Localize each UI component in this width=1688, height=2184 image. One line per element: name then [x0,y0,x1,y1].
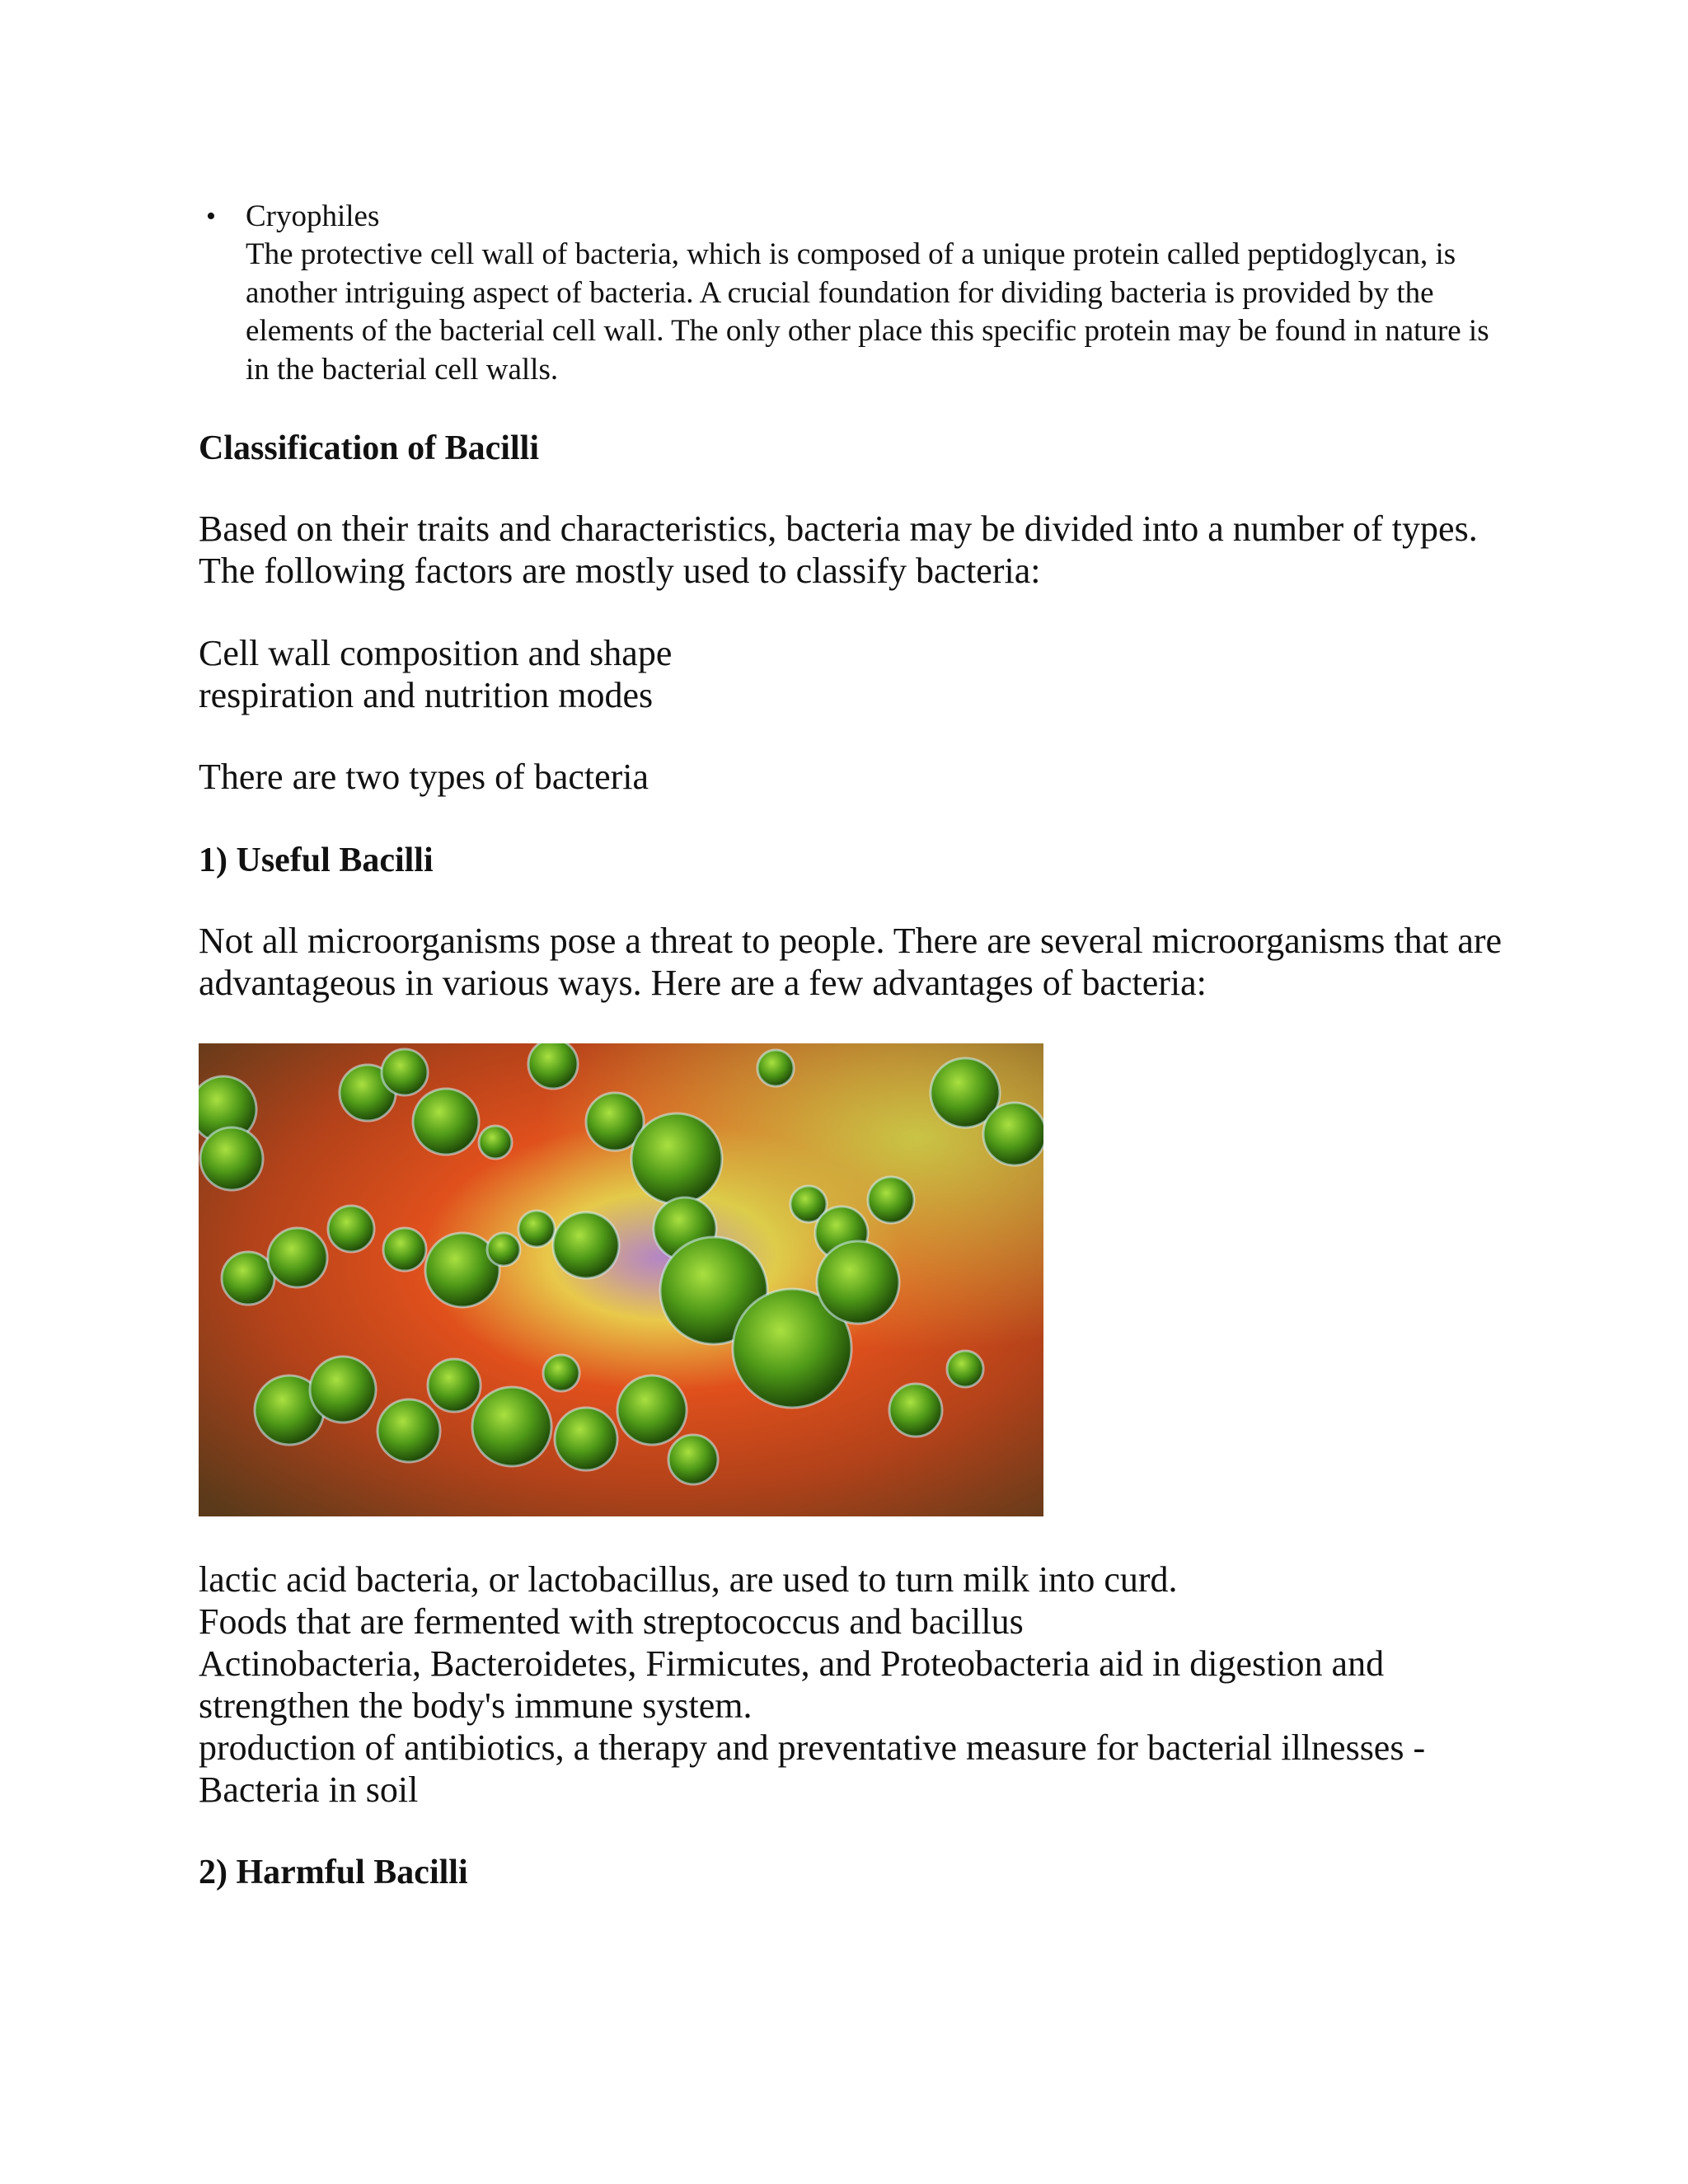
advantage-item: Actinobacteria, Bacteroidetes, Firmicutes, and Proteobacteria aid in digestion and strengthen the body's immune system. [199,1643,1385,1726]
heading-useful-bacilli: 1) Useful Bacilli [199,841,434,879]
paragraph-classification-intro: Based on their traits and characteristics, bacteria may be divided into a number of types. The following factors are mostly used to classify bacteria: [199,509,1478,591]
bullet-paragraph: The protective cell wall of bacteria, which is composed of a unique protein called peptidoglycan, is another intriguing aspect of bacteria. A crucial foundation for dividing bacteria is provided by the elements of the bacterial cell wall. The only other place this specific protein may be found in nature is in the bacterial cell walls. [246,237,1489,387]
heading-classification: Classification of Bacilli [199,429,539,467]
heading-harmful-bacilli: 2) Harmful Bacilli [199,1854,468,1891]
bullet-dot-icon: • [206,201,216,232]
advantage-item: production of antibiotics, a therapy and preventative measure for bacterial illnesses - Bacteria in soil [199,1727,1426,1810]
factor-item: Cell wall composition and shape [199,633,673,673]
factor-item: respiration and nutrition modes [199,675,654,715]
bacteria-illustration [199,1043,1043,1516]
advantage-item: lactic acid bacteria, or lactobacillus, are used to turn milk into curd. [199,1559,1178,1600]
bullet-item-cryophiles [206,198,1498,389]
bullet-title: Cryophiles [246,199,380,233]
advantage-item: Foods that are fermented with streptococcus and bacillus [199,1601,1024,1642]
paragraph-useful-intro: Not all microorganisms pose a threat to people. There are several microorganisms that are advantageous in various ways. Here are a few advantages of bacteria: [199,921,1503,1003]
paragraph-two-types: There are two types of bacteria [199,757,649,797]
